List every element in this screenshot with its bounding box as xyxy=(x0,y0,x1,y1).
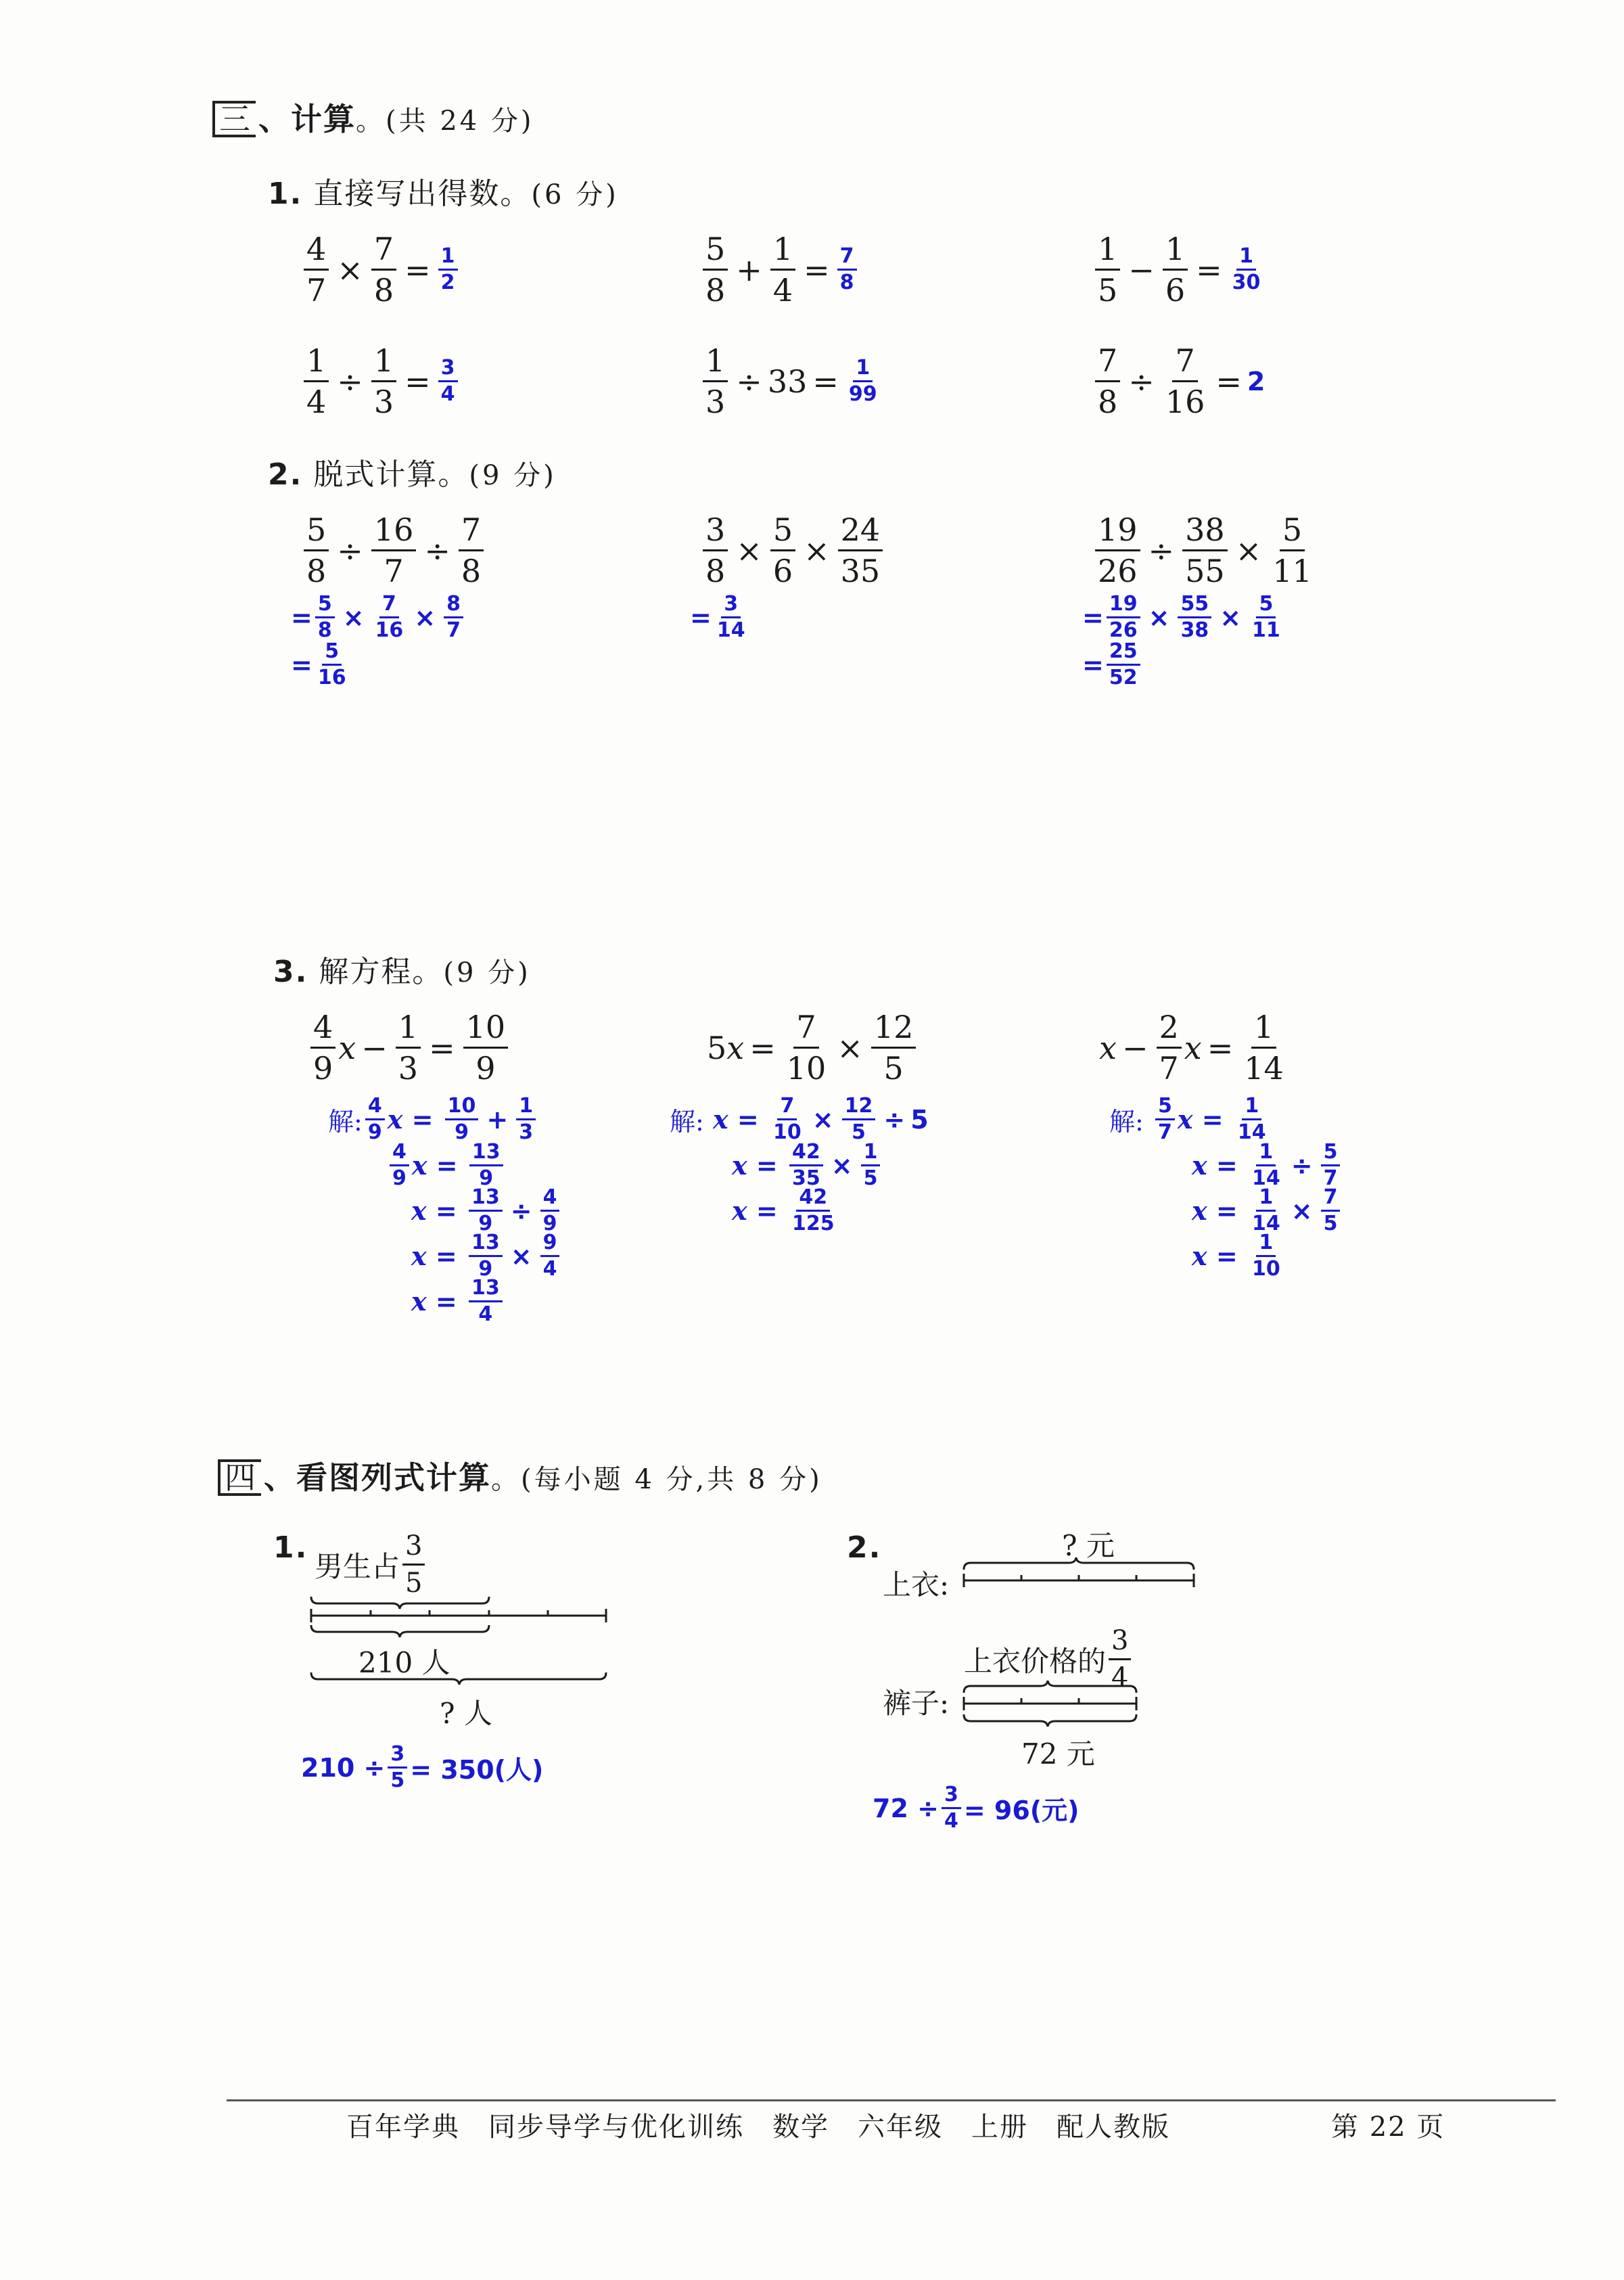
section4-number: 四 xyxy=(218,1459,261,1496)
q2-number: 2. xyxy=(268,457,303,492)
fraction: $\frac{7}{8}$ xyxy=(371,233,396,306)
s4-p2-mid: 上衣价格的 $\frac{3}{4}$ xyxy=(964,1627,1134,1691)
s4-p2-top: ? 元 xyxy=(1062,1529,1115,1562)
page-number: 第 22 页 xyxy=(1331,2112,1445,2143)
q2-p1-step2: = $\frac{5}{16}$ xyxy=(291,639,346,689)
s4-p1-answer: 210 ÷ $\frac{3}{5}$ = 350(人) xyxy=(301,1742,544,1792)
section3-heading: 、计算 xyxy=(258,101,356,137)
q3-e1-step4: x = $\frac{13}{9}$ × $\frac{9}{4}$ xyxy=(411,1233,562,1279)
q2-problem-1: $\frac{5}{8}$ ÷ $\frac{16}{7}$ ÷ $\frac{7}{8}$ xyxy=(301,514,486,587)
q1-number: 1. xyxy=(268,177,303,211)
q1-item-2: $\frac{5}{8}$ + $\frac{1}{4}$ = $\frac{7}{8}$ xyxy=(700,233,859,306)
q1-note: (6 分) xyxy=(531,179,619,210)
q3-e1-step2: $\frac{4}{9}$ x = $\frac{13}{9}$ xyxy=(387,1142,506,1189)
q2-problem-3: $\frac{19}{26}$ ÷ $\frac{38}{55}$ × $\frac{5}{11}$ xyxy=(1092,514,1318,587)
q3-e2-step3: x = $\frac{42}{125}$ xyxy=(732,1185,835,1235)
s4-p1-bottom1: 210 人 xyxy=(358,1646,450,1679)
section4-heading: 、看图列式计算 xyxy=(264,1459,491,1496)
q3-equation-3: x − $\frac{2}{7}$ x = $\frac{1}{14}$ xyxy=(1099,1009,1284,1087)
s4-p1-number: 1. xyxy=(273,1530,308,1565)
s4-p2-answer: 72 ÷ $\frac{3}{4}$ = 96(元) xyxy=(873,1783,1080,1833)
q3-text: 解方程。 xyxy=(319,955,444,989)
q3-e3-step4: x = $\frac{1}{10}$ xyxy=(1192,1231,1280,1281)
q1-item-1: $\frac{4}{7}$ × $\frac{7}{8}$ = $\frac{1}{2}$ xyxy=(301,233,460,306)
q3-e2-step1: 解: x = $\frac{7}{10}$ × $\frac{12}{5}$ ÷ 5 xyxy=(670,1094,929,1144)
answer: $\frac{1}{2}$ xyxy=(436,246,460,293)
s4-p2-number: 2. xyxy=(847,1530,882,1565)
q3-e3-step2: x = $\frac{1}{14}$ ÷ $\frac{5}{7}$ xyxy=(1192,1142,1343,1189)
q3-number: 3. xyxy=(273,955,308,989)
fraction: $\frac{4}{7}$ xyxy=(304,233,329,306)
q1-item-4: $\frac{1}{4}$ ÷ $\frac{1}{3}$ = $\frac{3}{4}$ xyxy=(301,345,460,417)
q3-equation-1: $\frac{4}{9}$ x − $\frac{1}{3}$ = $\frac{10}{9}$ xyxy=(308,1011,511,1084)
s4-p2-row2: 裤子: xyxy=(883,1687,950,1720)
q1-text: 直接写出得数。 xyxy=(313,177,532,211)
answer: $\frac{1}{30}$ xyxy=(1232,244,1261,294)
q3-e1-step1: 解: $\frac{4}{9}$ x = $\frac{10}{9}$ + $\frac{1}{3}$ xyxy=(328,1096,538,1143)
footer-rule xyxy=(227,2099,1556,2101)
q2-p3-step2: = $\frac{25}{52}$ xyxy=(1082,641,1143,688)
q2-problem-2: $\frac{3}{8}$ × $\frac{5}{6}$ × $\frac{24}{35}$ xyxy=(700,514,885,587)
q3-e3-step1: 解: $\frac{5}{7}$ x = $\frac{1}{14}$ xyxy=(1109,1094,1266,1144)
s4-p2-row1: 上衣: xyxy=(883,1568,950,1601)
answer: $\frac{1}{99}$ xyxy=(848,356,877,406)
q1-item-5: $\frac{1}{3}$ ÷ 33 = $\frac{1}{99}$ xyxy=(700,345,882,417)
q1-heading xyxy=(268,169,619,212)
q1-item-6: $\frac{7}{8}$ ÷ $\frac{7}{16}$ = 2 xyxy=(1092,345,1265,417)
section4-title xyxy=(218,1453,822,1498)
answer: $\frac{3}{4}$ xyxy=(436,358,460,405)
q1-item-3: $\frac{1}{5}$ − $\frac{1}{6}$ = $\frac{1}{30}$ xyxy=(1092,233,1265,306)
s4-p1-label: 男生占 $\frac{3}{5}$ xyxy=(315,1532,427,1597)
q3-e1-step3: x = $\frac{13}{9}$ ÷ $\frac{4}{9}$ xyxy=(411,1187,562,1234)
answer: $\frac{7}{8}$ xyxy=(835,246,859,293)
section4-note: 。(每小题 4 分,共 8 分) xyxy=(491,1464,822,1495)
s4-p2-bottom: 72 元 xyxy=(1021,1737,1095,1771)
q2-p3-step1: = $\frac{19}{26}$ × $\frac{55}{38}$ × $\frac{5}{11}$ xyxy=(1082,592,1280,642)
q3-e1-step5: x = $\frac{13}{4}$ xyxy=(411,1278,505,1325)
section3-note: 。(共 24 分) xyxy=(356,106,534,137)
section3-number: 三 xyxy=(212,101,256,137)
section3-title xyxy=(212,95,534,139)
q3-heading xyxy=(273,947,531,990)
answer: 2 xyxy=(1247,366,1266,396)
q3-e2-step2: x = $\frac{42}{35}$ × $\frac{1}{5}$ xyxy=(732,1142,883,1189)
q2-p1-step1: = $\frac{5}{8}$ × $\frac{7}{16}$ × $\frac{8}{7}$ xyxy=(291,594,466,641)
q3-note: (9 分) xyxy=(443,957,531,988)
q2-p2-step1: = $\frac{3}{14}$ xyxy=(690,592,745,642)
q2-text: 脱式计算。 xyxy=(313,457,469,492)
q3-e3-step3: x = $\frac{1}{14}$ × $\frac{7}{5}$ xyxy=(1192,1187,1343,1234)
q2-note: (9 分) xyxy=(469,460,557,491)
s4-p1-bottom2: ? 人 xyxy=(440,1697,492,1730)
footer-book-info: 百年学典 同步导学与优化训练 数学 六年级 上册 配人教版 xyxy=(346,2112,1170,2143)
q3-equation-2: 5 x = $\frac{7}{10}$ × $\frac{12}{5}$ xyxy=(707,1011,919,1084)
s4-p1-diagram xyxy=(298,1583,616,1698)
q2-heading xyxy=(268,450,557,493)
